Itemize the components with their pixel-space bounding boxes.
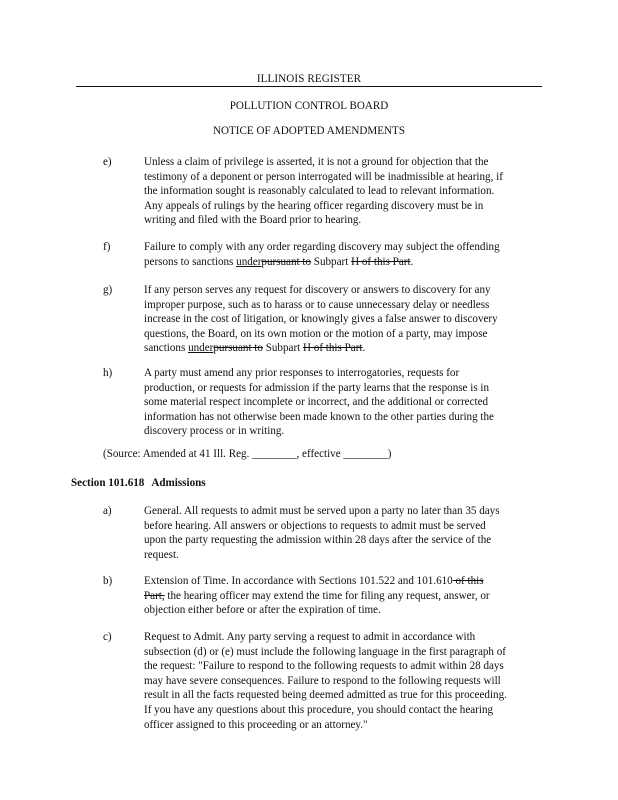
text-line: may have severe consequences. Failure to respond to the following requests will	[144, 674, 501, 687]
subsection-text	[144, 240, 542, 269]
section-name: Admissions	[151, 477, 206, 489]
text-line: If any person serves any request for discovery or answers to discovery for any	[144, 284, 491, 296]
text-run: Extension of Time. In accordance with Sections 101.522 and 101.610	[144, 575, 453, 587]
text-run: .	[410, 255, 414, 268]
subsection-text	[144, 630, 542, 732]
subsection-letter: e)	[103, 156, 112, 168]
text-line: Unless a claim of privilege is asserted, it is not a ground for objection that the	[144, 156, 489, 168]
text-line: If you have any questions about this procedure, you should contact the hearing	[144, 703, 494, 716]
page-header	[76, 73, 542, 138]
inserted-text: under	[188, 342, 214, 355]
text-line	[144, 589, 542, 604]
text-line	[144, 341, 542, 356]
deleted-text: H of this Part	[303, 342, 363, 355]
subsection-letter: c)	[103, 631, 112, 643]
deleted-text: Part,	[144, 589, 165, 602]
text-run: Subpart	[311, 255, 352, 268]
inserted-text: under	[236, 255, 262, 268]
subsection-text	[144, 155, 542, 228]
text-line: writing and filed with the Board prior to hearing.	[144, 214, 362, 227]
register-title: ILLINOIS REGISTER	[76, 73, 542, 87]
text-line: Any appeals of rulings by the hearing officer regarding discovery must be in	[144, 199, 484, 212]
subsection-text	[144, 574, 542, 618]
subsection-letter: h)	[103, 367, 113, 379]
text-line: testimony of a deponent or person interrogated will be inadmissible at hearing, if	[144, 170, 503, 183]
text-line	[144, 255, 542, 270]
text-run: the hearing officer may extend the time for filing any request, answer, or	[164, 589, 490, 602]
section-heading	[71, 476, 206, 491]
subsection-letter: g)	[103, 284, 113, 296]
subsection-text	[144, 366, 542, 439]
text-line: the information sought is reasonably calculated to lead to relevant information.	[144, 185, 495, 198]
text-line: objection either before or after the expiration of time.	[144, 604, 381, 617]
text-line: request.	[144, 548, 179, 561]
subsection-letter: f)	[103, 241, 111, 253]
subsection-letter: a)	[103, 505, 112, 517]
text-line: the request: "Failure to respond to the following requests to admit within 28 days	[144, 660, 504, 673]
deleted-text: H of this Part	[351, 255, 411, 268]
deleted-text: of this	[452, 575, 484, 587]
text-line: improper purpose, such as to harass or to cause unnecessary delay or needless	[144, 298, 490, 311]
subsection-letter: b)	[103, 575, 113, 587]
text-line: production, or requests for admission if the party learns that the response is in	[144, 381, 490, 394]
text-run: persons to sanctions	[144, 255, 237, 268]
text-line	[144, 574, 542, 589]
section-number: Section 101.618	[71, 477, 145, 489]
source-note: (Source: Amended at 41 Ill. Reg. ________, effective ________)	[103, 448, 392, 460]
text-line: questions, the Board, on its own motion or the motion of a party, may impose	[144, 327, 488, 340]
text-line: General. All requests to admit must be served upon a party no later than 35 days	[144, 505, 500, 517]
text-line: Request to Admit. Any party serving a request to admit in accordance with	[144, 631, 476, 643]
text-line: some material respect incomplete or incorrect, and the additional or corrected	[144, 396, 489, 409]
text-line: increase in the cost of litigation, or knowingly gives a false answer to discovery	[144, 313, 498, 326]
subsection-text	[144, 283, 542, 356]
text-line: officer assigned to this proceeding or an attorney."	[144, 718, 368, 731]
text-line: result in all the facts requested being deemed admitted as true for this proceeding.	[144, 689, 507, 702]
text-line: information has not otherwise been made known to the other parties during the	[144, 410, 494, 423]
deleted-text: pursuant to	[261, 255, 312, 268]
subsection-text	[144, 504, 542, 562]
deleted-text: pursuant to	[213, 342, 263, 355]
text-line: discovery process or in writing.	[144, 425, 285, 438]
text-line: A party must amend any prior responses to interrogatories, requests for	[144, 367, 460, 379]
board-title: POLLUTION CONTROL BOARD	[229, 100, 389, 112]
text-line: before hearing. All answers or objections to requests to admit must be served	[144, 519, 486, 532]
text-run: .	[362, 342, 366, 355]
notice-title: NOTICE OF ADOPTED AMENDMENTS	[213, 125, 405, 137]
text-line: Failure to comply with any order regarding discovery may subject the offending	[144, 241, 500, 253]
text-line: subsection (d) or (e) must include the following language in the first paragraph of	[144, 645, 506, 658]
text-run: sanctions	[144, 342, 189, 355]
text-run: Subpart	[262, 342, 303, 355]
text-line: upon the party requesting the admission within 28 days after the service of the	[144, 534, 492, 547]
